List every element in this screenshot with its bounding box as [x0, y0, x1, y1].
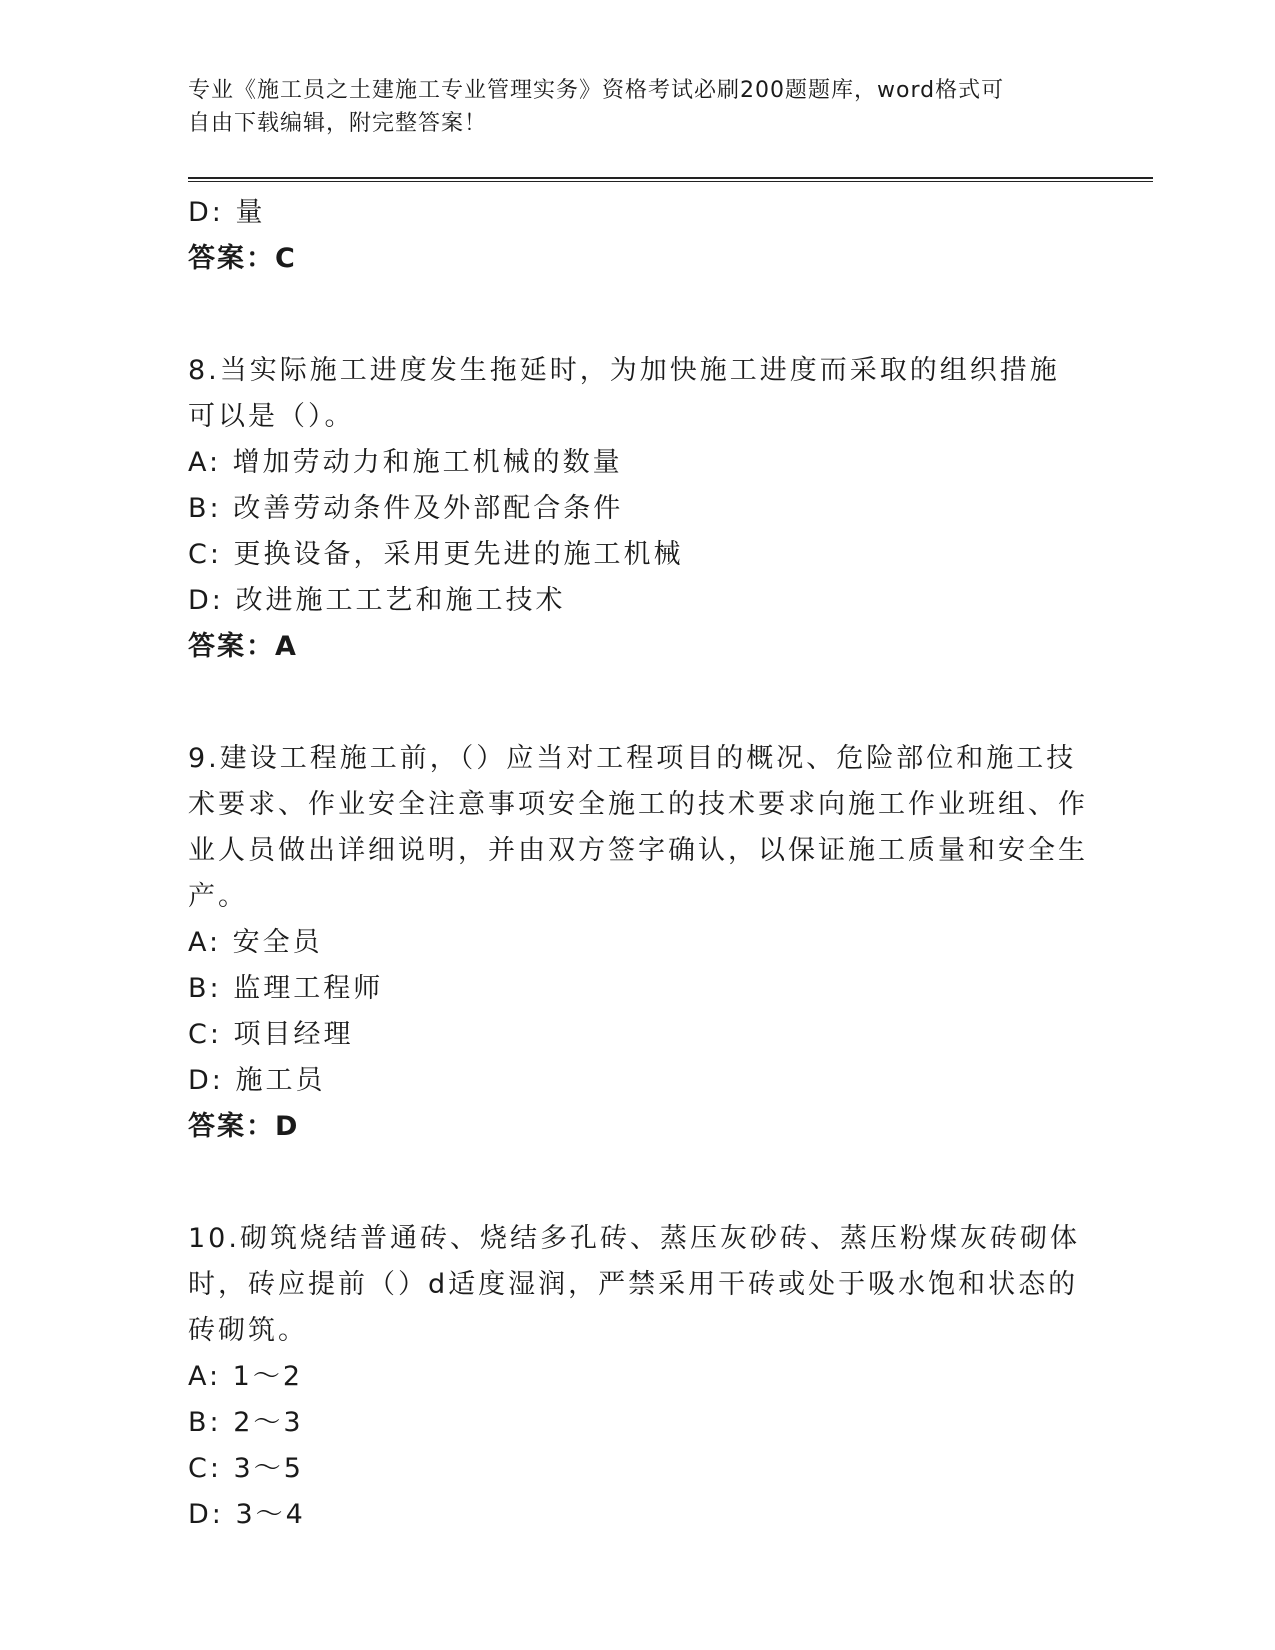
option-d: D: 量 [188, 197, 266, 228]
header-divider [188, 177, 1153, 182]
option-d: D: 3～4 [188, 1499, 306, 1530]
header-line-1: 专业《施工员之土建施工专业管理实务》资格考试必刷200题题库，word格式可 [188, 78, 1005, 103]
question-10 [188, 1216, 1088, 1538]
question-stem: 10.砌筑烧结普通砖、烧结多孔砖、蒸压灰砂砖、蒸压粉煤灰砖砌体时，砖应提前（）d适度湿润，严禁采用干砖或处于吸水饱和状态的砖砌筑。 [188, 1223, 1080, 1346]
answer-line: 答案：A [188, 631, 298, 662]
question-8 [188, 348, 1088, 670]
header-line-2: 自由下载编辑，附完整答案！ [188, 111, 488, 136]
page-header [188, 74, 1088, 140]
option-d: D: 改进施工工艺和施工技术 [188, 585, 566, 616]
option-a: A: 安全员 [188, 927, 323, 958]
option-c: C: 更换设备，采用更先进的施工机械 [188, 539, 684, 570]
option-b: B: 改善劳动条件及外部配合条件 [188, 493, 624, 524]
option-b: B: 监理工程师 [188, 973, 384, 1004]
option-a: A: 增加劳动力和施工机械的数量 [188, 447, 623, 478]
option-a: A: 1～2 [188, 1361, 304, 1392]
question-stem: 8.当实际施工进度发生拖延时，为加快施工进度而采取的组织措施可以是（）。 [188, 355, 1060, 432]
option-b: B: 2～3 [188, 1407, 304, 1438]
question-stem: 9.建设工程施工前，（）应当对工程项目的概况、危险部位和施工技术要求、作业安全注意事项安全施工的技术要求向施工作业班组、作业人员做出详细说明，并由双方签字确认，以保证施工质量和安全生产。 [188, 743, 1088, 912]
question-fragment [188, 190, 1088, 282]
option-c: C: 3～5 [188, 1453, 304, 1484]
answer-line: 答案：D [188, 1111, 300, 1142]
document-body [188, 190, 1088, 1538]
option-d: D: 施工员 [188, 1065, 326, 1096]
question-9 [188, 736, 1088, 1150]
answer-line: 答案：C [188, 243, 297, 274]
option-c: C: 项目经理 [188, 1019, 354, 1050]
